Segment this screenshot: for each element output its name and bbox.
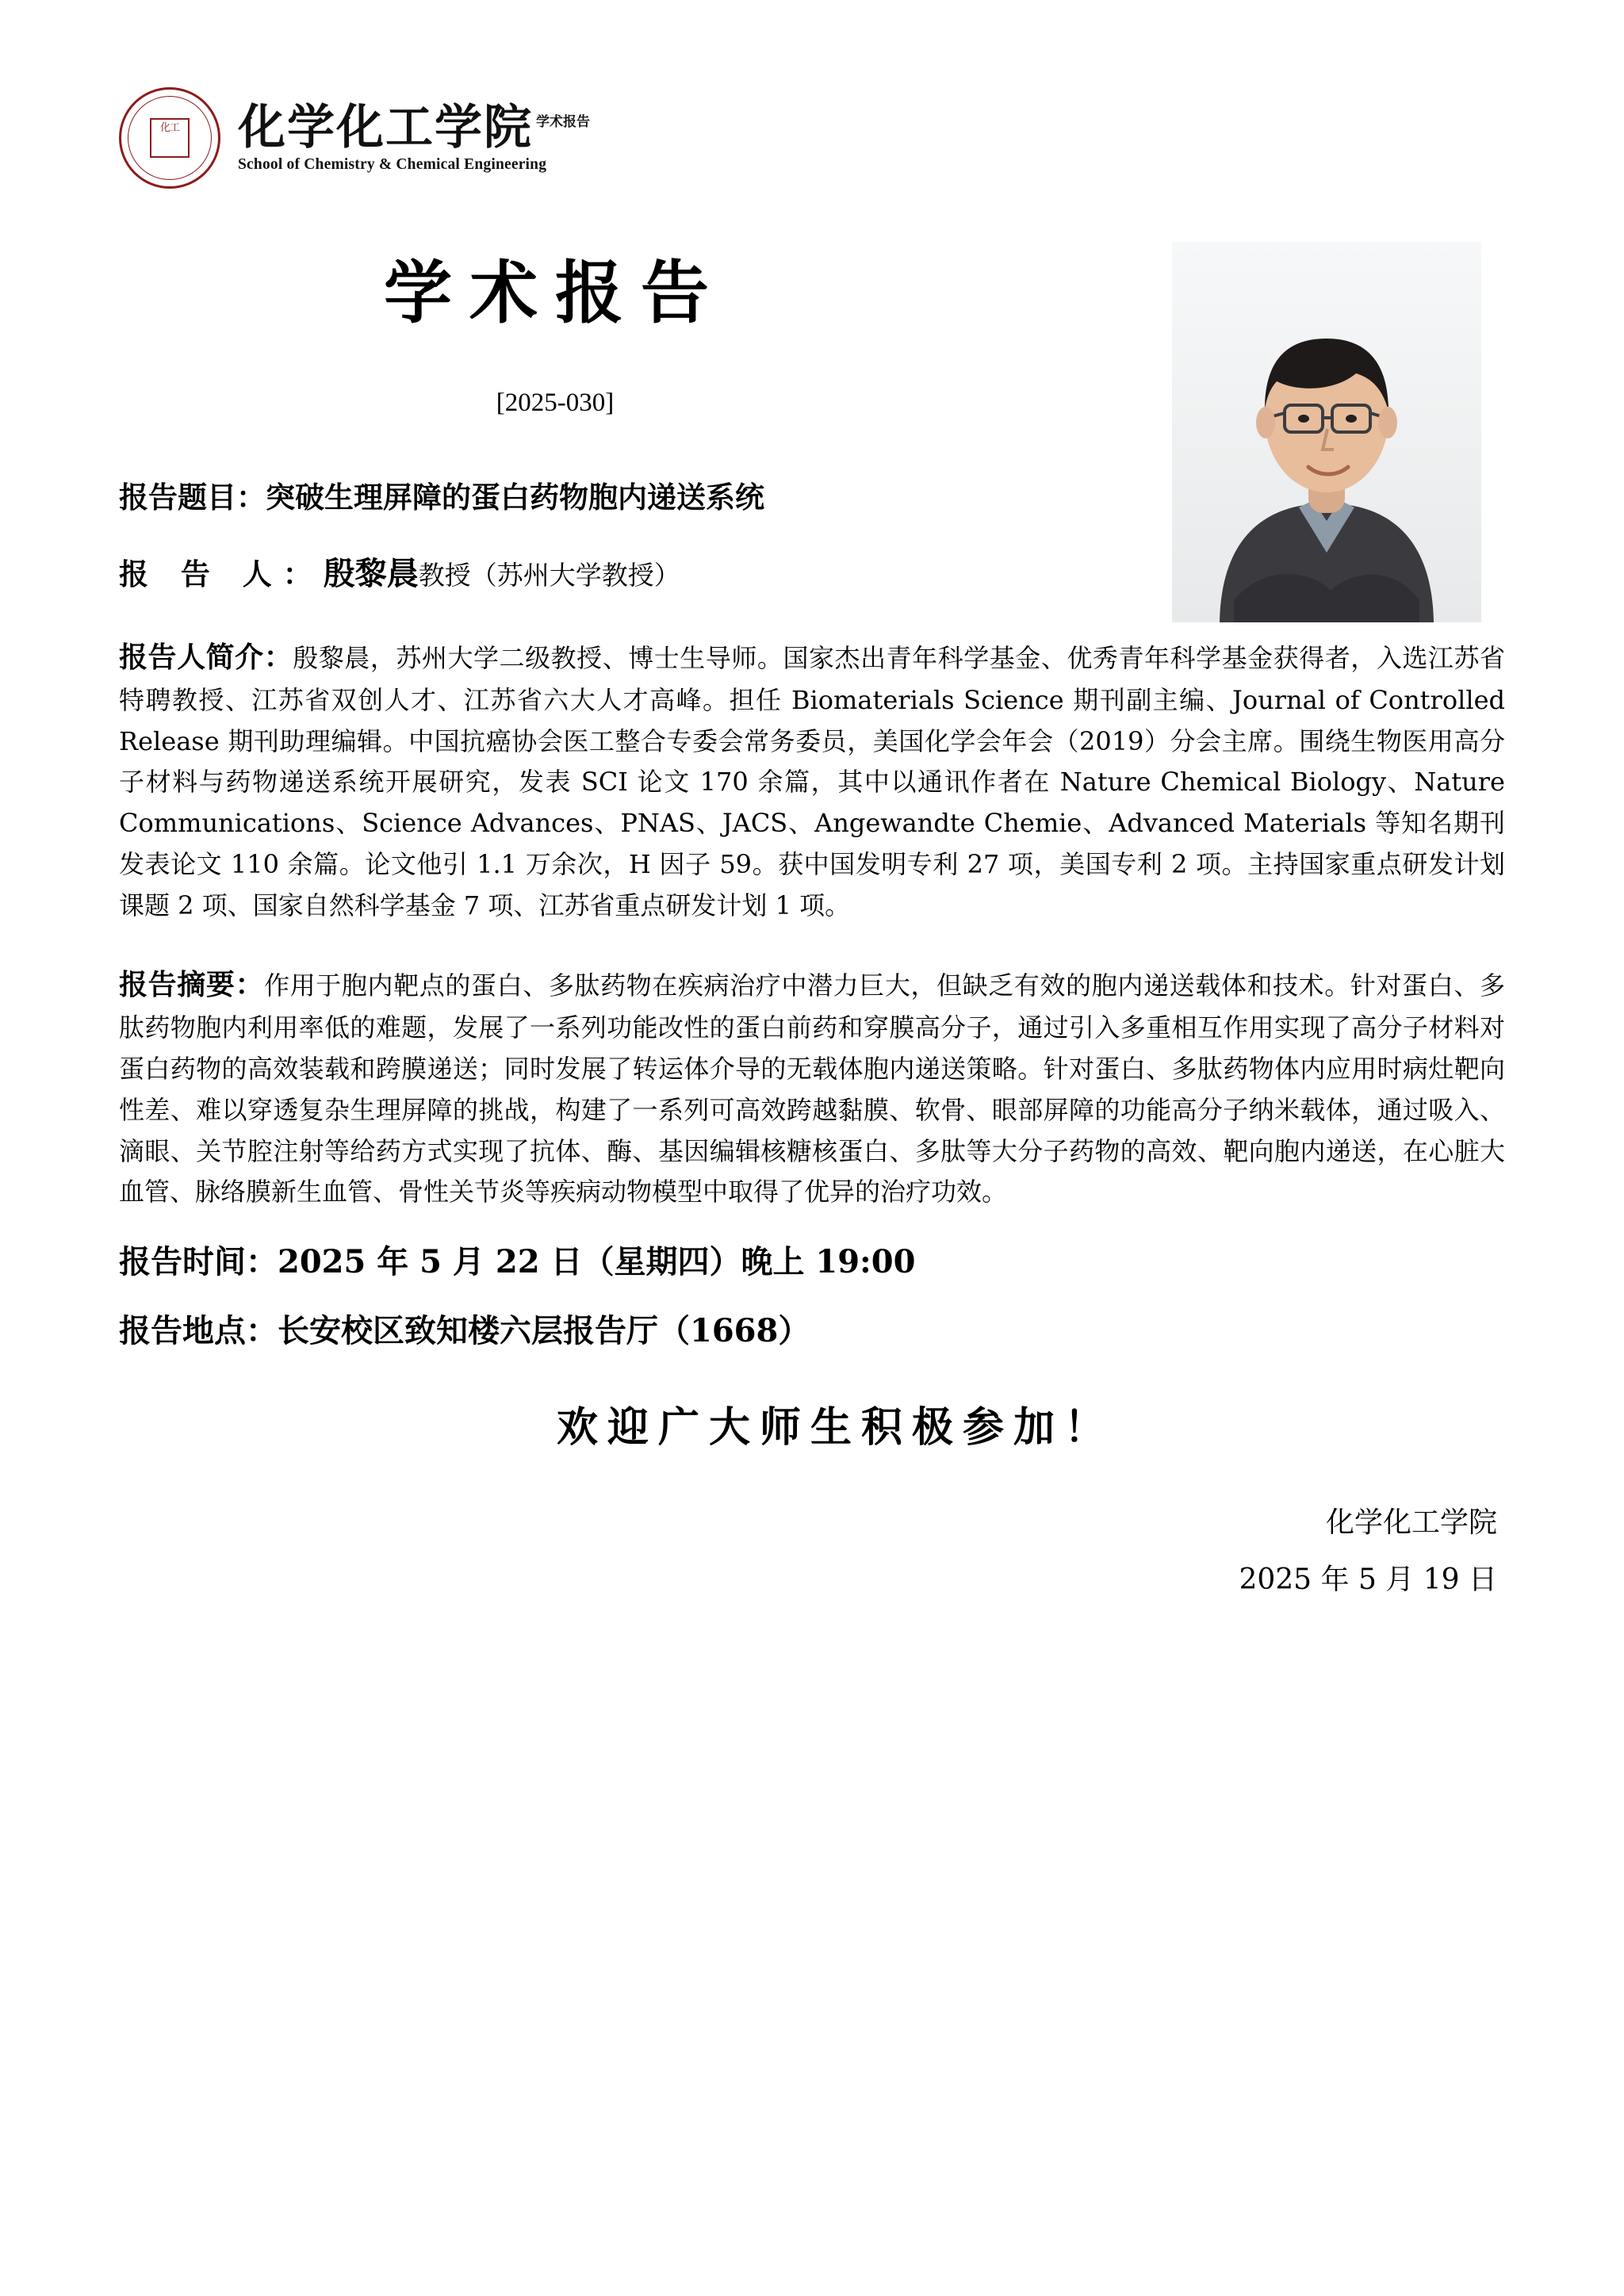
- report-title-row: [119, 476, 1142, 520]
- poster-content: [119, 476, 1505, 1609]
- bio-label: 报告人简介：: [119, 640, 293, 674]
- page-title: 学术报告: [384, 253, 726, 333]
- speaker-row: [119, 549, 1142, 599]
- speaker-label: 报 告 人：: [119, 556, 324, 591]
- abstract-label: 报告摘要：: [119, 967, 265, 1001]
- school-name-cn-sup: 学术报告: [536, 113, 590, 130]
- school-name-cn: [238, 99, 590, 155]
- abstract-block: [119, 962, 1505, 1213]
- school-brand: [238, 99, 590, 174]
- report-place-row: [119, 1306, 1505, 1351]
- speaker-name: 殷黎晨: [323, 554, 419, 592]
- bio-block: [119, 634, 1505, 927]
- signature-org: 化学化工学院: [1325, 1506, 1497, 1540]
- report-title-label: 报告题目：: [119, 480, 266, 515]
- report-place-label: 报告地点：: [119, 1312, 278, 1350]
- signature-date: 2025 年 5 月 19 日: [1239, 1563, 1497, 1597]
- bio-text: 殷黎晨，苏州大学二级教授、博士生导师。国家杰出青年科学基金、优秀青年科学基金获得者，入选江苏省特聘教授、江苏省双创人才、江苏省六大人才高峰。担任 Biomaterials Science 期刊副主编、Journal of Controlled Release 期刊助理编辑。中国抗癌协会医工整合专委会常务委员，美国化学会年会（2019）分会主席。围绕生物医用高分子材料与药物递送系统开展研究，发表 SCI 论文 170 余篇，其中以通讯作者在 Nature Chemical Biology、Nature Communications、Science Advances、PNAS、JACS、Angewandte Chemie、Advanced Materials 等知名期刊发表论文 110 余篇。论文他引 1.1 万余次，H 因子 59。获中国发明专利 27 项，美国专利 2 项。主持国家重点研发计划课题 2 项、国家自然科学基金 7 项、江苏省重点研发计划 1 项。: [119, 642, 1505, 920]
- signature-block: [119, 1494, 1505, 1609]
- report-time-label: 报告时间：: [119, 1243, 278, 1281]
- school-name-cn-text: 化学化工学院: [238, 99, 533, 155]
- report-time-row: [119, 1237, 1505, 1282]
- school-seal-icon: [119, 87, 220, 189]
- document-code: [2025-030]: [496, 388, 615, 417]
- abstract-text: 作用于胞内靶点的蛋白、多肽药物在疾病治疗中潜力巨大，但缺乏有效的胞内递送载体和技术。针对蛋白、多肽药物胞内利用率低的难题，发展了一系列功能改性的蛋白前药和穿膜高分子，通过引入多重相互作用实现了高分子材料对蛋白药物的高效装载和跨膜递送；同时发展了转运体介导的无载体胞内递送策略。针对蛋白、多肽药物体内应用时病灶靶向性差、难以穿透复杂生理屏障的挑战，构建了一系列可高效跨越黏膜、软骨、眼部屏障的功能高分子纳米载体，通过吸入、滴眼、关节腔注射等给药方式实现了抗体、酶、基因编辑核糖核蛋白、多肽等大分子药物的高效、靶向胞内递送，在心脏大血管、脉络膜新生血管、骨性关节炎等疾病动物模型中取得了优异的治疗功效。: [119, 970, 1505, 1207]
- report-place-value: 长安校区致知楼六层报告厅（1668）: [278, 1312, 810, 1350]
- bio-paragraph: [119, 634, 1505, 927]
- seal-inner-text: 化工: [150, 118, 190, 158]
- welcome-line: 欢迎广大师生积极参加！: [556, 1403, 1115, 1452]
- speaker-title: 教授: [418, 559, 471, 591]
- school-header: [119, 87, 590, 189]
- speaker-affiliation: （苏州大学教授）: [470, 559, 680, 591]
- report-title-value: 突破生理屏障的蛋白药物胞内递送系统: [266, 480, 764, 515]
- school-name-en: School of Chemistry & Chemical Engineering: [238, 155, 547, 173]
- abstract-paragraph: [119, 962, 1505, 1213]
- report-time-value: 2025 年 5 月 22 日（星期四）晚上 19:00: [278, 1243, 916, 1281]
